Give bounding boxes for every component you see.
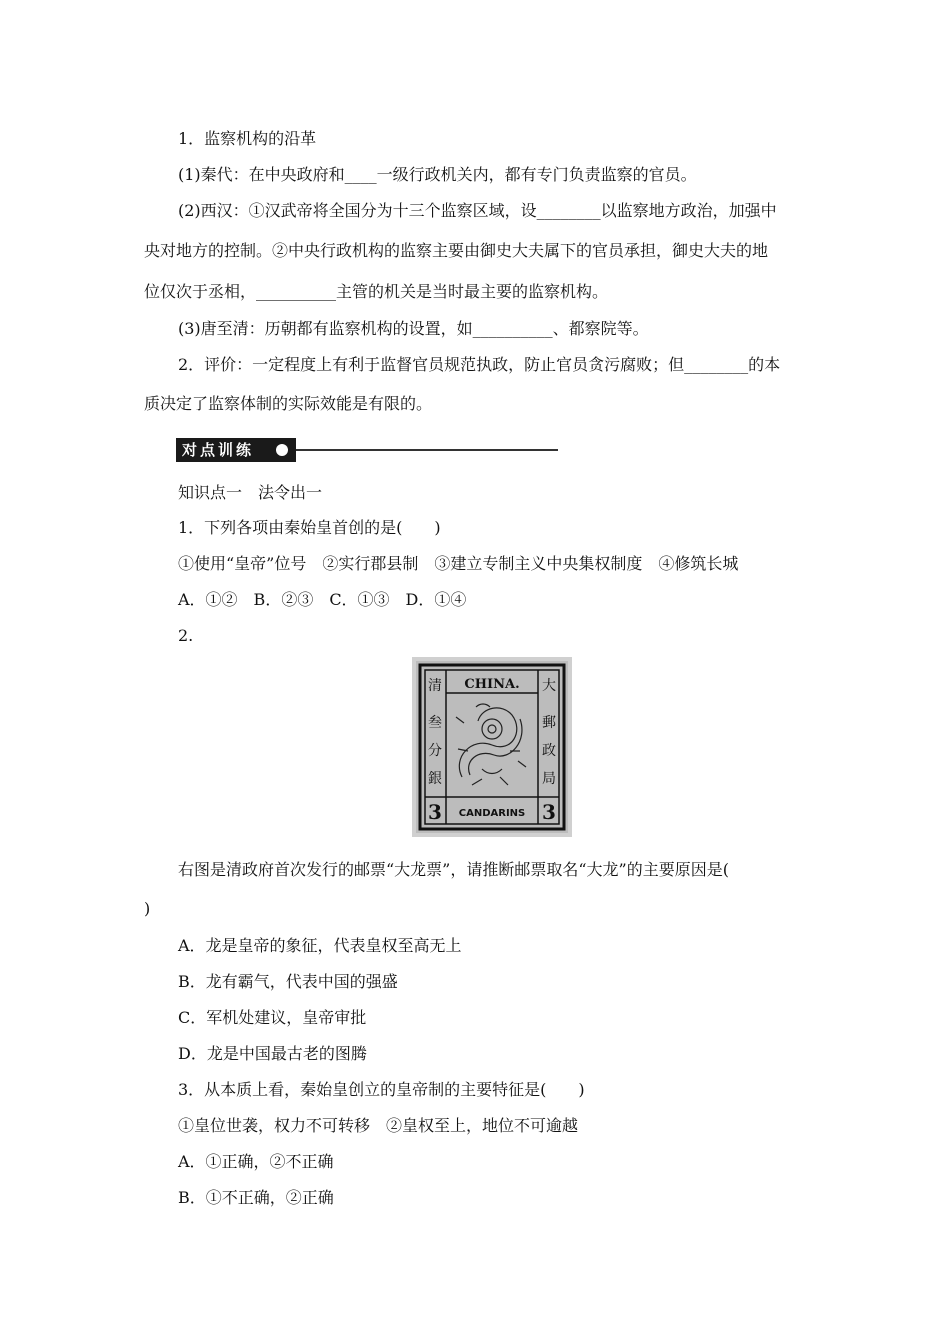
- section-bar: [176, 438, 558, 462]
- question-2-option-d: D．龙是中国最古老的图腾: [178, 1044, 367, 1063]
- question-2-text: 右图是清政府首次发行的邮票“大龙票”，请推断邮票取名“大龙”的主要原因是(: [178, 860, 729, 879]
- section-title: 对点训练: [176, 438, 296, 462]
- stamp-numeral-left: 3: [428, 800, 442, 824]
- paragraph-tang-qing: (3)唐至清：历朝都有监察机构的设置，如__________、都察院等。: [178, 319, 649, 338]
- stamp-left-char: 清: [428, 678, 442, 694]
- stamp-right-char: 局: [542, 771, 556, 787]
- paragraph-qin: (1)秦代：在中央政府和____一级行政机关内，都有专门负责监察的官员。: [178, 165, 697, 184]
- stamp-numeral-right: 3: [542, 800, 556, 824]
- question-2-option-a: A．龙是皇帝的象征，代表皇权至高无上: [178, 936, 462, 955]
- stamp-right-char: 大: [542, 678, 556, 694]
- evaluation-line-2: 质决定了监察体制的实际效能是有限的。: [144, 394, 433, 413]
- section-heading-1: 1．监察机构的沿革: [178, 129, 317, 148]
- question-1: 1．下列各项由秦始皇首创的是( ): [178, 518, 441, 537]
- stamp-bottom-text: CANDARINS: [458, 808, 526, 819]
- question-3-option-b: B．①不正确，②正确: [178, 1188, 334, 1207]
- question-1-options: A．①② B．②③ C．①③ D．①④: [178, 590, 467, 609]
- question-1-items: ①使用“皇帝”位号 ②实行郡县制 ③建立专制主义中央集权制度 ④修筑长城: [178, 554, 739, 573]
- stamp-right-char: 郵: [542, 715, 556, 731]
- question-2-option-c: C．军机处建议，皇帝审批: [178, 1008, 367, 1027]
- question-3-items: ①皇位世袭，权力不可转移 ②皇权至上，地位不可逾越: [178, 1116, 579, 1135]
- question-3-option-a: A．①正确，②不正确: [178, 1152, 334, 1171]
- question-2-text-end: ): [144, 899, 151, 918]
- dragon-stamp-icon: [412, 657, 572, 837]
- section-divider: [296, 449, 558, 451]
- stamp-left-char: 分: [428, 743, 442, 759]
- stamp-right-char: 政: [542, 743, 556, 759]
- paragraph-xihan-1: (2)西汉：①汉武帝将全国分为十三个监察区域，设________以监察地方政治，加强中: [178, 201, 777, 220]
- bullet-dot-icon: [276, 444, 288, 456]
- question-2-number: 2.: [178, 626, 194, 645]
- dragon-stamp-image: [412, 657, 572, 837]
- stamp-left-char: 叁: [428, 715, 442, 731]
- question-2-option-b: B．龙有霸气，代表中国的强盛: [178, 972, 398, 991]
- paragraph-xihan-3: 位仅次于丞相，__________主管的机关是当时最主要的监察机构。: [144, 282, 609, 301]
- stamp-top-text: CHINA.: [464, 677, 520, 692]
- knowledge-point-heading: 知识点一 法令出一: [178, 483, 323, 502]
- question-3: 3．从本质上看，秦始皇创立的皇帝制的主要特征是( ): [178, 1080, 585, 1099]
- paragraph-xihan-2: 央对地方的控制。②中央行政机构的监察主要由御史大夫属下的官员承担，御史大夫的地: [144, 241, 769, 260]
- stamp-left-char: 銀: [428, 771, 442, 787]
- evaluation-line-1: 2．评价：一定程度上有利于监督官员规范执政，防止官员贪污腐败；但________的本: [178, 355, 781, 374]
